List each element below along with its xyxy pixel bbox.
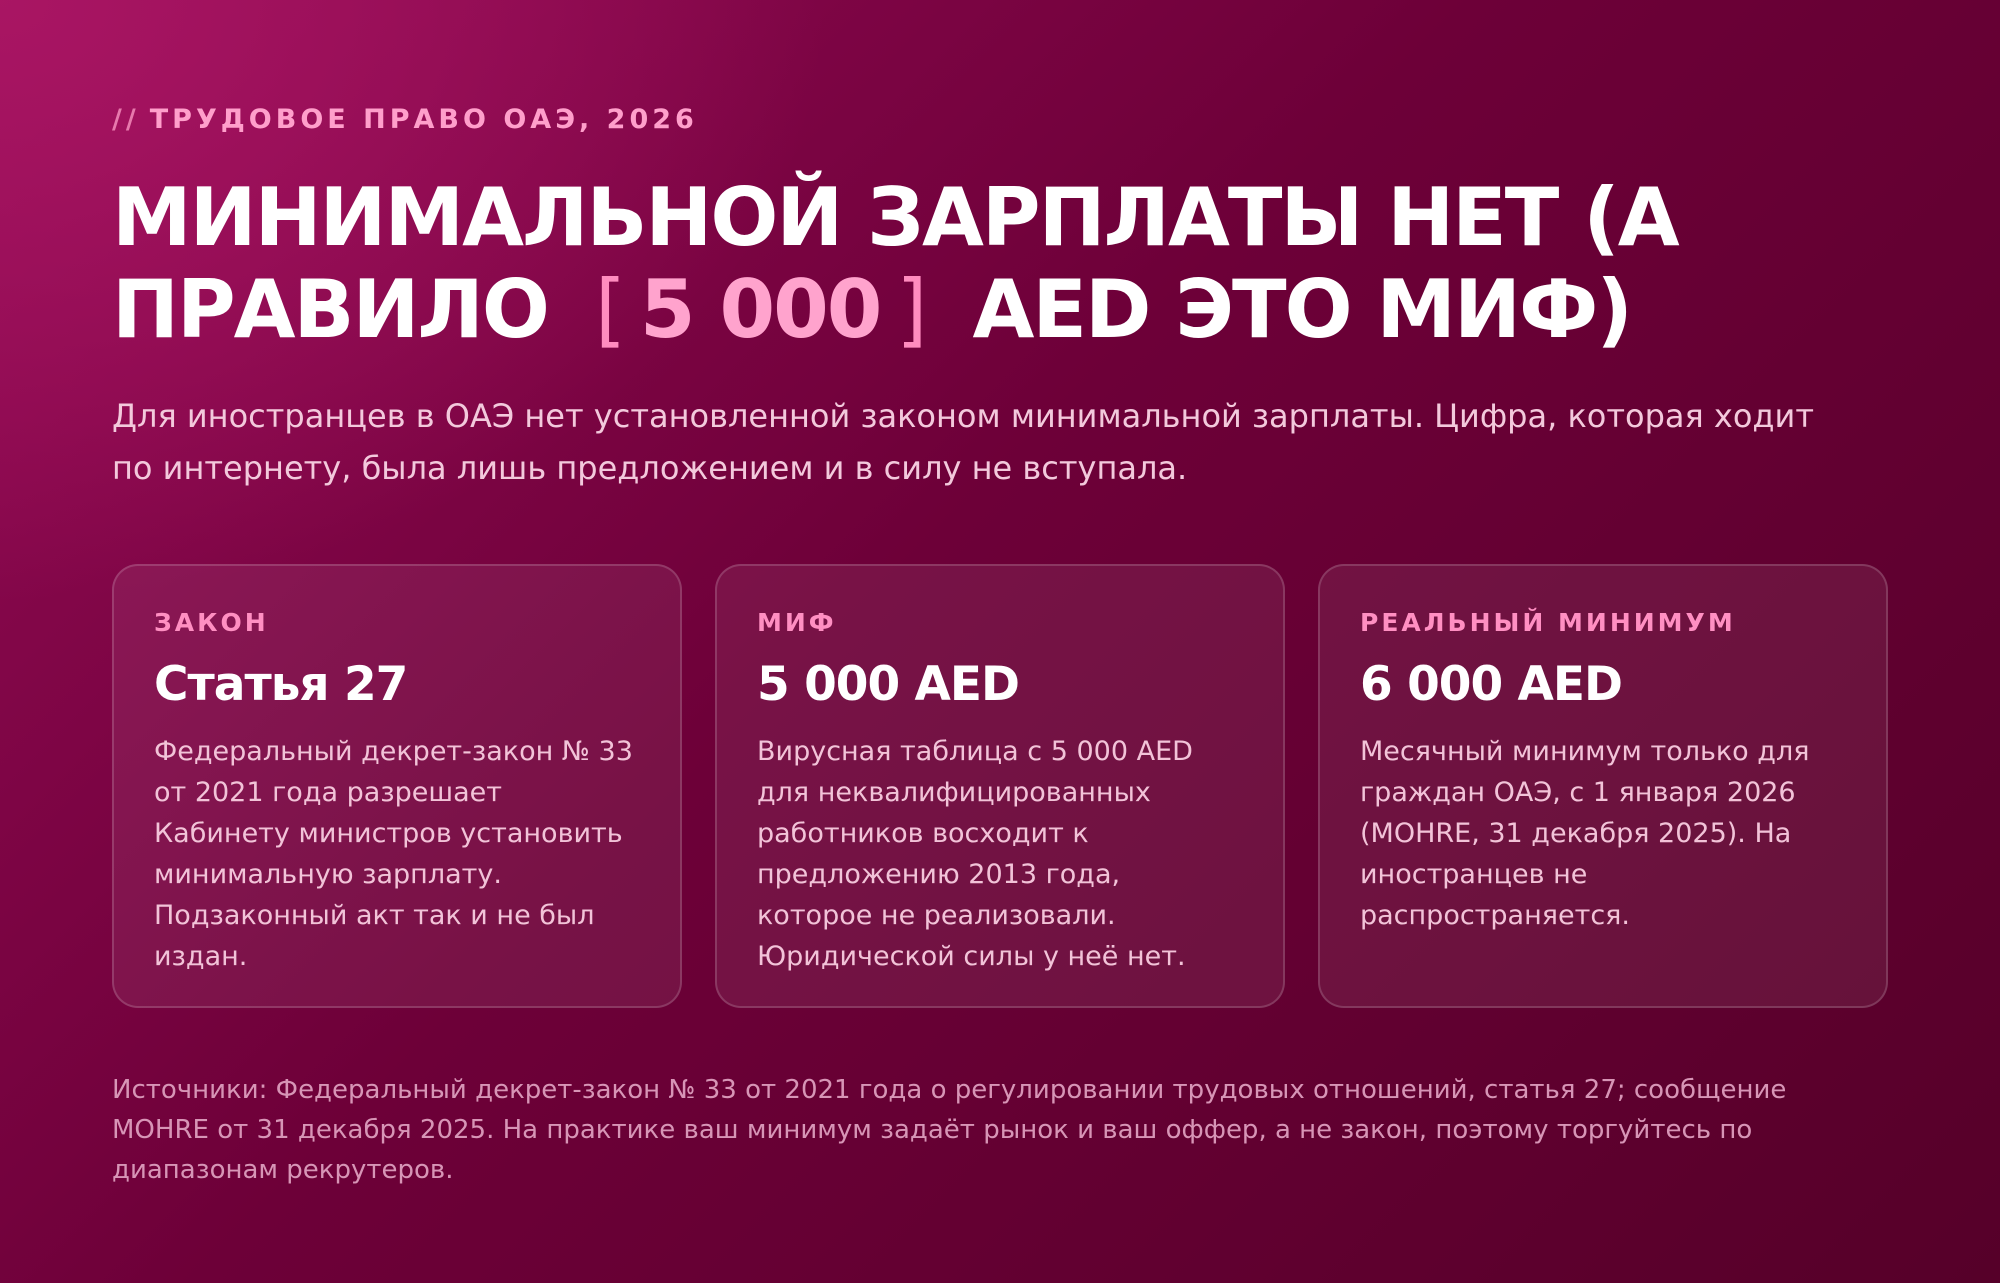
card-kicker: МИФ: [757, 608, 837, 637]
card-kicker: РЕАЛЬНЫЙ МИНИМУМ: [1360, 608, 1736, 637]
card-body: Федеральный декрет-закон № 33 от 2021 года разрешает Кабинету министров установить минимальную зарплату. Подзаконный акт так и не был издан.: [154, 736, 633, 972]
eyebrow: [112, 104, 698, 135]
headline: [112, 172, 1852, 356]
eyebrow-text: ТРУДОВОЕ ПРАВО ОАЭ, 2026: [149, 104, 698, 135]
card-body: Месячный минимум только для граждан ОАЭ, с 1 января 2026 (MOHRE, 31 декабря 2025). На иностранцев не распространяется.: [1360, 736, 1810, 931]
card-myth: [715, 564, 1285, 1008]
sources-footnote: Источники: Федеральный декрет-закон № 33 от 2021 года о регулировании трудовых отношений, статья 27; сообщение MOHRE от 31 декабря 2025. На практике ваш минимум задаёт рынок и ваш оффер, а не закон, поэтому торгуйтесь по диапазонам рекрутеров.: [112, 1075, 1787, 1185]
eyebrow-slashes: //: [112, 104, 140, 135]
card-law: [112, 564, 682, 1008]
card-real-minimum: [1318, 564, 1888, 1008]
lead-paragraph: Для иностранцев в ОАЭ нет установленной законом минимальной зарплаты. Цифра, которая ходит по интернету, была лишь предложением и в силу не вступала.: [112, 397, 1814, 487]
card-title: 6 000 AED: [1360, 657, 1623, 712]
headline-number: 5 000: [639, 263, 881, 356]
infographic: [112, 0, 1888, 1283]
headline-bracket-close: ]: [890, 263, 937, 356]
headline-part2: AED ЭТО МИФ): [972, 263, 1631, 356]
card-kicker: ЗАКОН: [154, 608, 269, 637]
headline-part1: МИНИМАЛЬНОЙ ЗАРПЛАТЫ НЕТ (А ПРАВИЛО: [112, 171, 1678, 356]
card-body: Вирусная таблица с 5 000 AED для неквалифицированных работников восходит к предложению 2013 года, которое не реализовали. Юридической силы у неё нет.: [757, 736, 1193, 972]
card-title: Статья 27: [154, 657, 408, 712]
cards-row: [112, 564, 1888, 1008]
card-title: 5 000 AED: [757, 657, 1020, 712]
headline-bracket-open: [: [583, 263, 630, 356]
